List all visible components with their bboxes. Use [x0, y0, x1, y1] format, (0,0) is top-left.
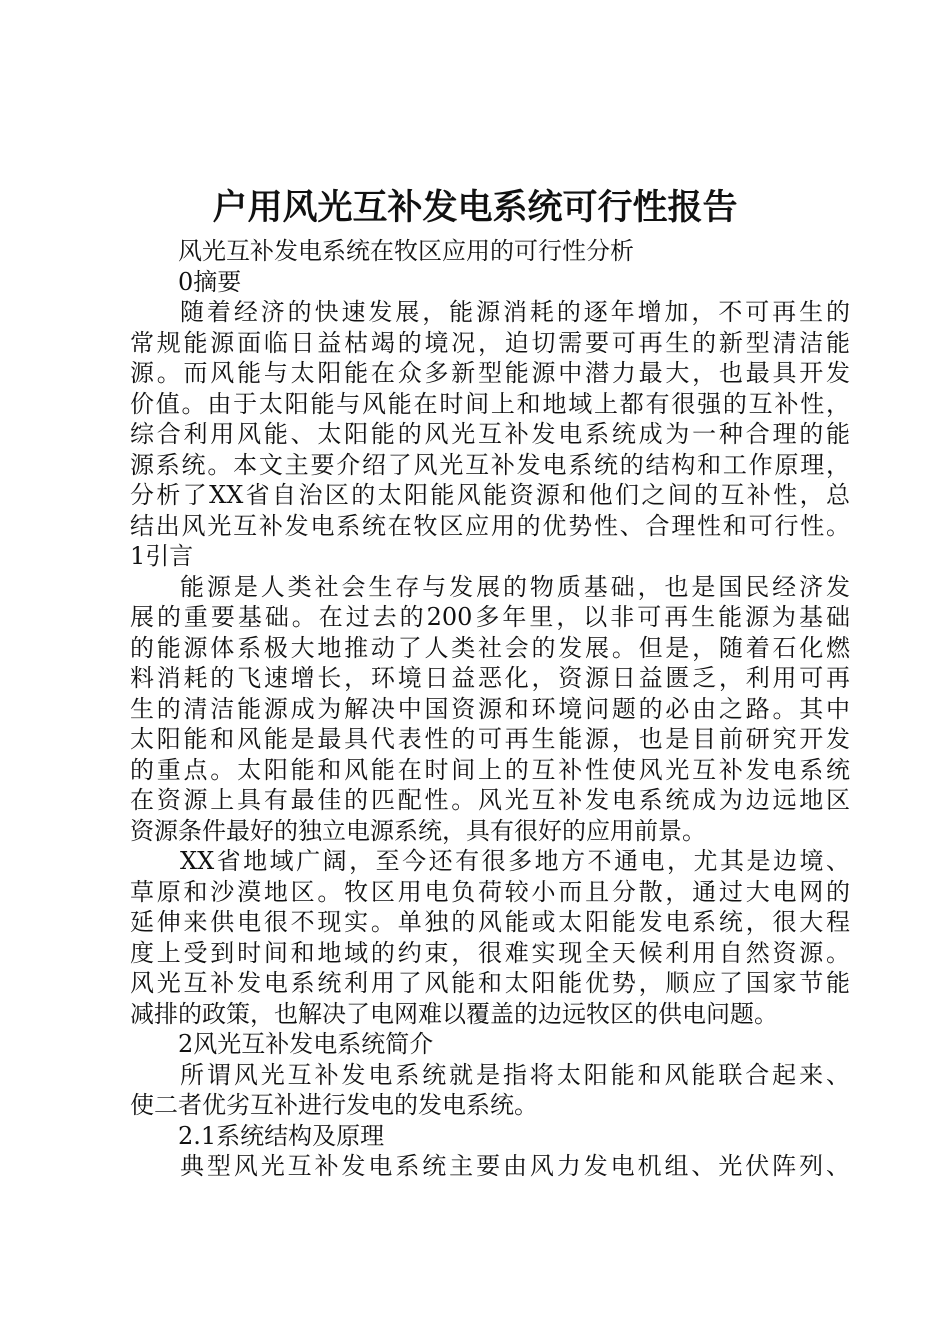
- abstract-line: 随着经济的快速发展，能源消耗的逐年增加，不可再生的: [180, 298, 850, 326]
- section-2-line: 使二者优劣互补进行发电的发电系统。: [130, 1091, 538, 1119]
- subtitle: 风光互补发电系统在牧区应用的可行性分析: [178, 237, 634, 265]
- section-2-1-heading: 2.1系统结构及原理: [178, 1121, 385, 1150]
- abstract-line: 分析了XX省自治区的太阳能风能资源和他们之间的互补性，总: [130, 481, 850, 509]
- section-2-1-line: 典型风光互补发电系统主要由风力发电机组、光伏阵列、: [180, 1152, 850, 1180]
- intro-line: 生的清洁能源成为解决中国资源和环境问题的必由之路。其中: [130, 694, 850, 723]
- intro-line: 风光互补发电系统利用了风能和太阳能优势，顺应了国家节能: [130, 969, 850, 997]
- section-2-line: 所谓风光互补发电系统就是指将太阳能和风能联合起来、: [180, 1060, 850, 1089]
- abstract-line: 常规能源面临日益枯竭的境况，迫切需要可再生的新型清洁能: [130, 328, 850, 357]
- intro-line: 草原和沙漠地区。牧区用电负荷较小而且分散，通过大电网的: [130, 877, 850, 906]
- intro-line: 减排的政策，也解决了电网难以覆盖的边远牧区的供电问题。: [130, 999, 778, 1028]
- abstract-line: 源系统。本文主要介绍了风光互补发电系统的结构和工作原理，: [130, 450, 850, 479]
- abstract-line: 价值。由于太阳能与风能在时间上和地域上都有很强的互补性，: [130, 389, 850, 418]
- abstract-line: 源。而风能与太阳能在众多新型能源中潜力最大，也最具开发: [130, 359, 850, 387]
- abstract-heading: 0摘要: [178, 267, 242, 296]
- intro-heading: 1引言: [130, 542, 194, 570]
- intro-line: 能源是人类社会生存与发展的物质基础，也是国民经济发: [180, 572, 850, 601]
- intro-line: XX省地域广阔，至今还有很多地方不通电，尤其是边境、: [180, 847, 850, 875]
- intro-line: 资源条件最好的独立电源系统，具有很好的应用前景。: [130, 816, 706, 845]
- intro-line: 太阳能和风能是最具代表性的可再生能源，也是目前研究开发: [130, 725, 850, 753]
- intro-line: 料消耗的飞速增长，环境日益恶化，资源日益匮乏，利用可再: [130, 664, 850, 692]
- section-2-heading: 2风光互补发电系统简介: [178, 1030, 434, 1058]
- intro-line: 的能源体系极大地推动了人类社会的发展。但是，随着石化燃: [130, 633, 850, 662]
- document-title: 户用风光互补发电系统可行性报告: [212, 187, 738, 228]
- intro-line: 展的重要基础。在过去的200多年里，以非可再生能源为基础: [130, 603, 850, 631]
- abstract-line: 综合利用风能、太阳能的风光互补发电系统成为一种合理的能: [130, 420, 850, 448]
- intro-line: 在资源上具有最佳的匹配性。风光互补发电系统成为边远地区: [130, 786, 850, 814]
- document-body: [130, 236, 850, 1182]
- intro-line: 度上受到时间和地域的约束，很难实现全天候利用自然资源。: [130, 938, 850, 967]
- intro-line: 的重点。太阳能和风能在时间上的互补性使风光互补发电系统: [130, 755, 850, 784]
- abstract-line: 结出风光互补发电系统在牧区应用的优势性、合理性和可行性。: [130, 511, 850, 540]
- intro-line: 延伸来供电很不现实。单独的风能或太阳能发电系统，很大程: [130, 908, 850, 936]
